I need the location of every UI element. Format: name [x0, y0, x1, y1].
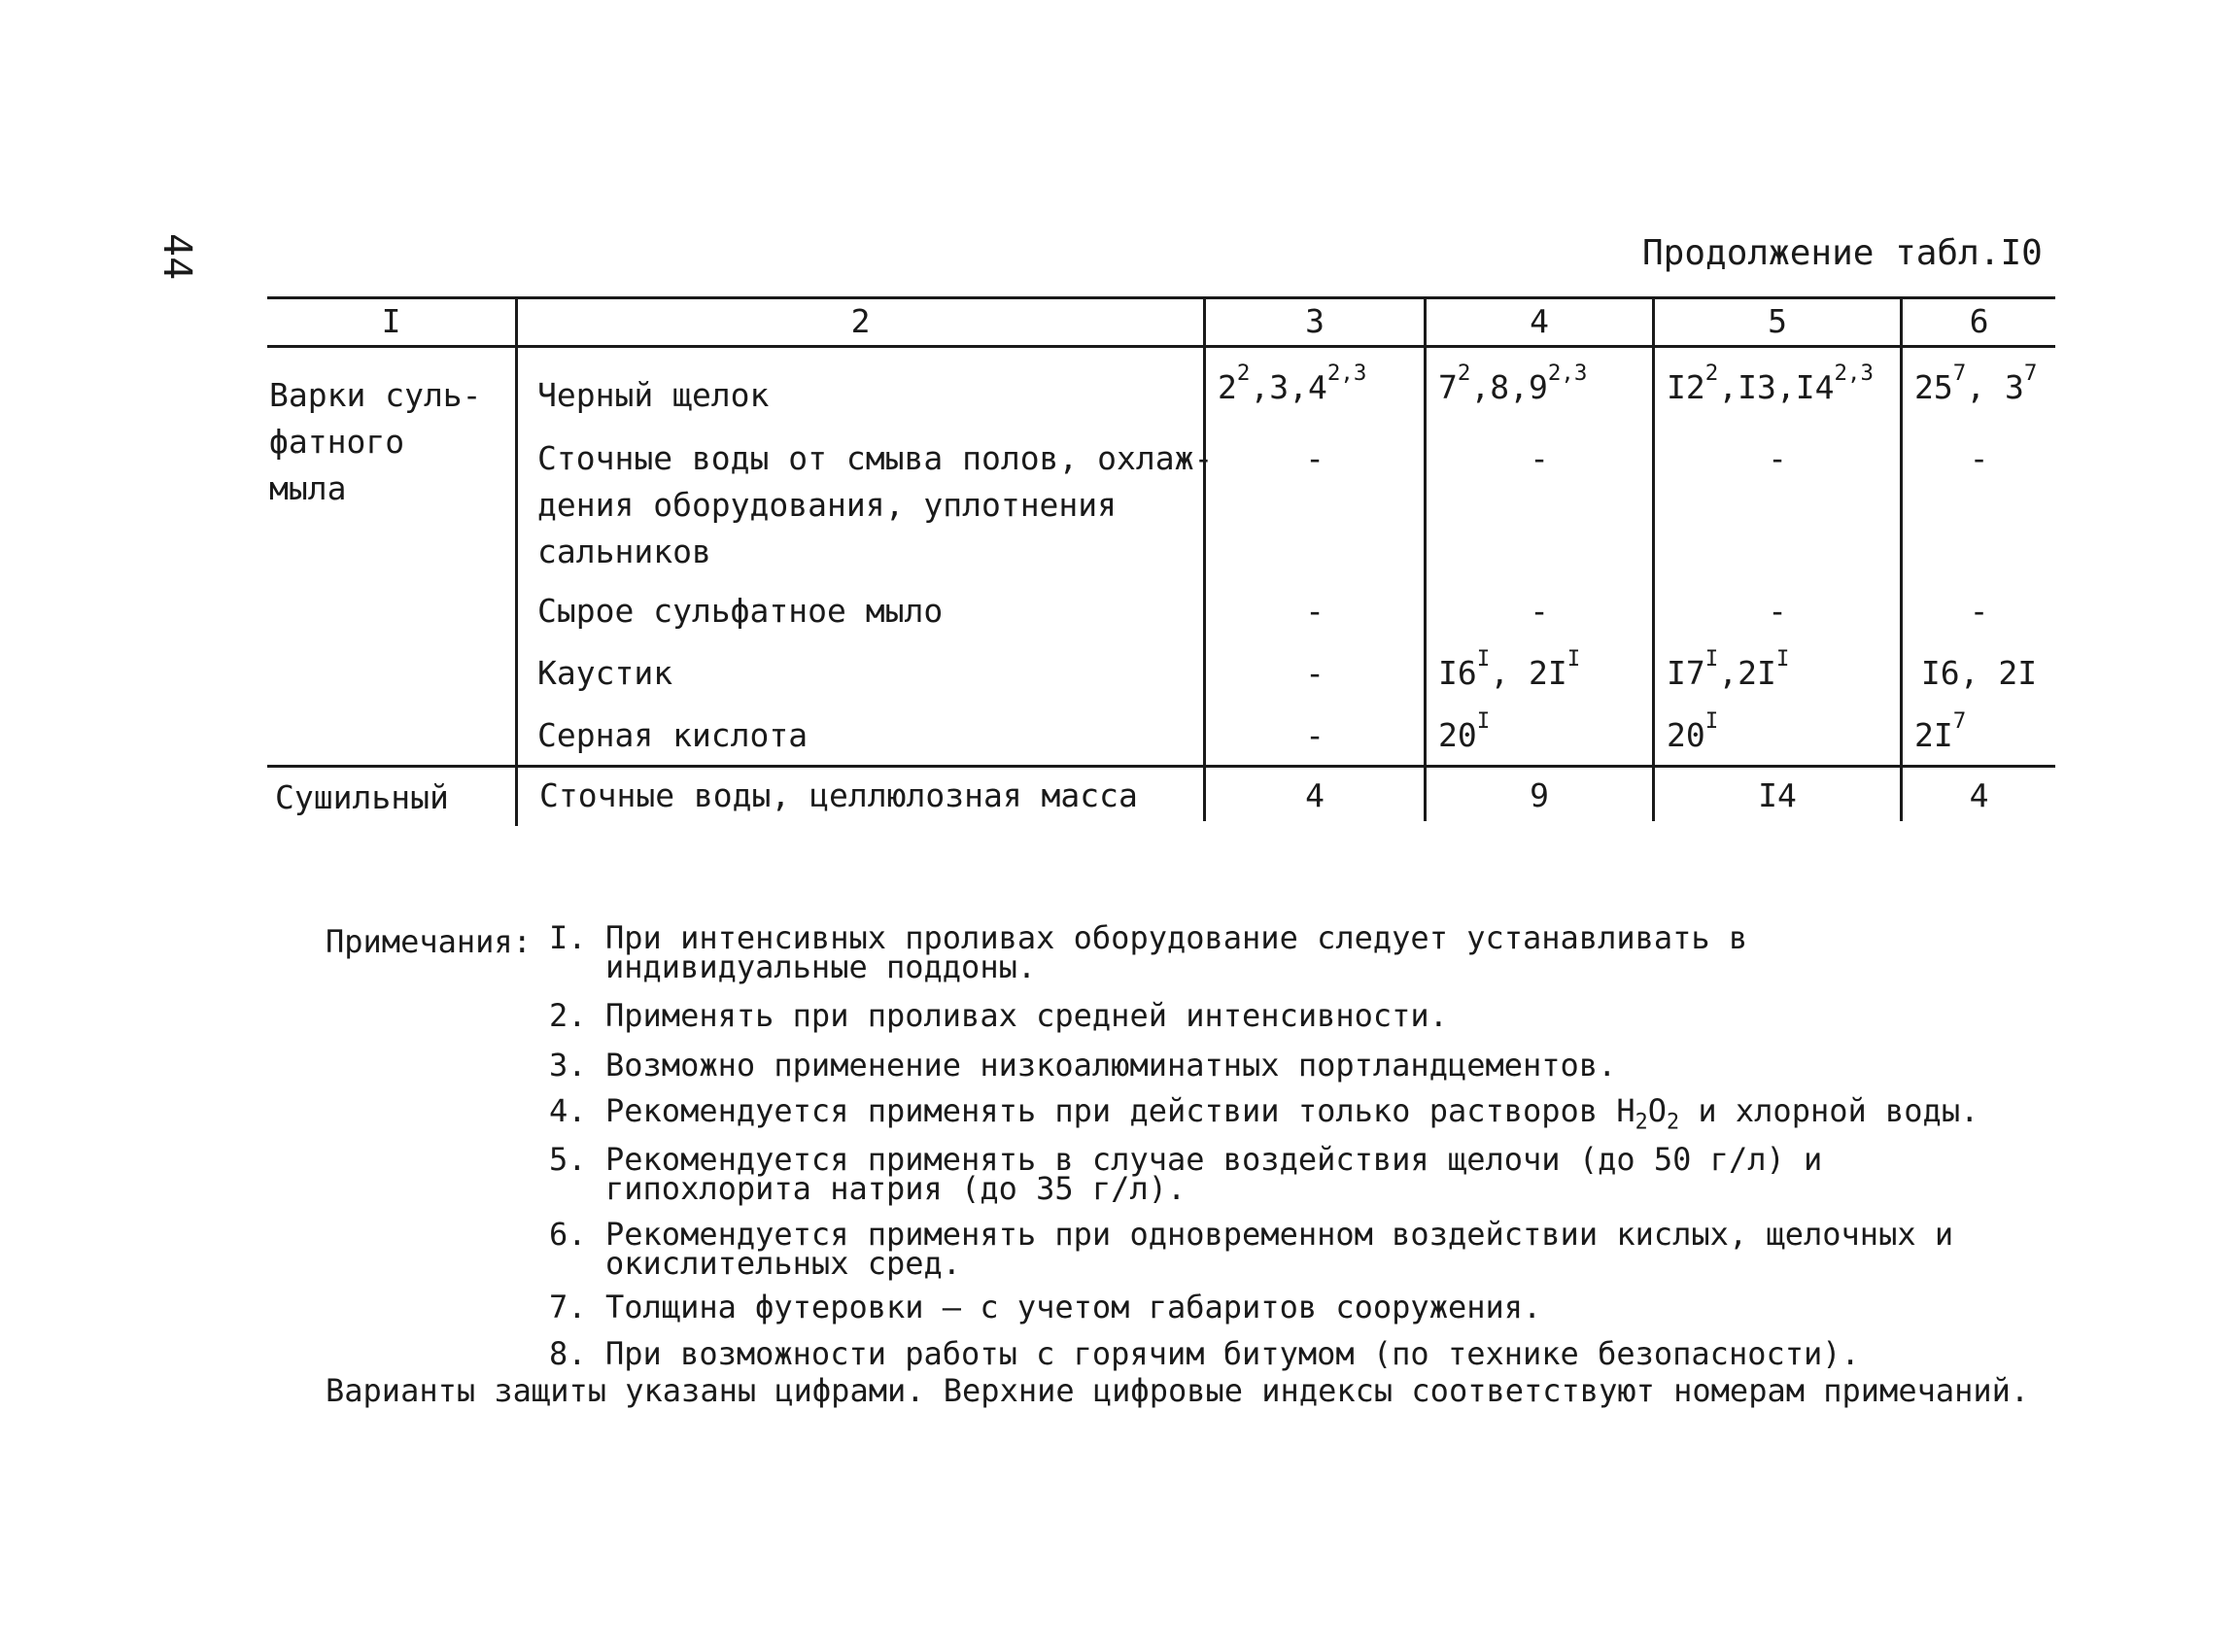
- value-cell: -: [1305, 654, 1325, 692]
- note-number: 4.: [549, 1092, 587, 1129]
- value-cell: -: [1768, 592, 1787, 630]
- footer-note: Варианты защиты указаны цифрами. Верхние цифровые индексы соответствуют номерам примечаний.: [326, 1372, 2030, 1409]
- note-text: При интенсивных проливах оборудование следует устанавливать в индивидуальные поддоны.: [605, 919, 1748, 985]
- value-cell: 4: [1305, 776, 1325, 814]
- note-item: [549, 1216, 1987, 1282]
- note-text: Возможно применение низкоалюминатных портландцементов.: [605, 1047, 1617, 1084]
- header-col-2: 2: [850, 302, 871, 340]
- value-cell: -: [1969, 439, 1989, 477]
- medium-cell: Серная кислота: [537, 716, 809, 754]
- medium-cell: Черный щелок: [537, 376, 770, 414]
- value-cell: $I7^I,2I^I$: [1667, 645, 1790, 692]
- value-cell: $I6^I$, $2I^I$: [1438, 645, 1581, 692]
- header-col-1: I: [381, 302, 401, 340]
- medium-cell: Сточные воды от смыва полов, охлаж- дения оборудования, уплотнения сальников: [537, 439, 1214, 570]
- value-cell: I4: [1758, 776, 1797, 814]
- value-cell: $2^2,3,4^{2,3}$: [1218, 360, 1367, 406]
- value-cell: -: [1305, 592, 1325, 630]
- value-cell: $25^7$, $3^7$: [1914, 360, 2038, 406]
- value-cell: 9: [1530, 776, 1549, 814]
- notes-heading: Примечания:: [326, 923, 532, 960]
- value-cell: -: [1969, 592, 1989, 630]
- header-col-5: 5: [1768, 302, 1787, 340]
- note-item: [549, 1092, 1987, 1135]
- col-divider-1: [515, 296, 518, 826]
- note-number: 5.: [549, 1141, 587, 1178]
- continuation-title: Продолжение табл.I0: [1642, 233, 2043, 273]
- note-item: [549, 1141, 1987, 1207]
- value-cell: -: [1305, 439, 1325, 477]
- value-cell: I6, 2I: [1920, 654, 2038, 692]
- note-number: 8.: [549, 1335, 587, 1372]
- value-cell: -: [1768, 439, 1787, 477]
- header-col-3: 3: [1305, 302, 1325, 340]
- value-cell: -: [1305, 716, 1325, 754]
- note-item: [549, 919, 1987, 985]
- value-cell: -: [1530, 592, 1549, 630]
- category-cell: Сушильный: [275, 778, 449, 816]
- medium-cell: Сырое сульфатное мыло: [537, 592, 944, 630]
- value-cell: $2I^7$: [1914, 707, 1967, 754]
- header-col-6: 6: [1969, 302, 1989, 340]
- note-number: 2.: [549, 997, 587, 1034]
- note-item: [549, 1335, 1987, 1372]
- note-number: I.: [549, 919, 587, 956]
- note-text: При возможности работы с горячим битумом (по технике безопасности).: [605, 1335, 1860, 1372]
- protection-table: [267, 296, 2055, 841]
- value-cell: $7^2,8,9^{2,3}$: [1438, 360, 1588, 406]
- note-item: [549, 997, 1987, 1034]
- note-text: Толщина футеровки – с учетом габаритов сооружения.: [605, 1289, 1542, 1325]
- header-bottom-rule: [267, 345, 2055, 348]
- value-cell: $20^I$: [1438, 707, 1491, 754]
- note-text: Применять при проливах средней интенсивности.: [605, 997, 1448, 1034]
- value-cell: -: [1530, 439, 1549, 477]
- note-item: [549, 1047, 1987, 1084]
- note-text: Рекомендуется применять при действии только растворов $H_2O_2$ и хлорной воды.: [605, 1092, 1979, 1135]
- header-col-4: 4: [1530, 302, 1549, 340]
- note-number: 6.: [549, 1216, 587, 1253]
- value-cell: 4: [1969, 776, 1989, 814]
- page-number: 44: [155, 233, 199, 281]
- category-cell: Варки суль- фатного мыла: [269, 376, 482, 507]
- note-text: Рекомендуется применять в случае воздействия щелочи (до 50 г/л) и гипохлорита натрия (до 35 г/л).: [605, 1141, 1823, 1207]
- medium-cell: Сточные воды, целлюлозная масса: [539, 776, 1138, 814]
- value-cell: $I2^2,I3,I4^{2,3}$: [1667, 360, 1875, 406]
- medium-cell: Каустик: [537, 654, 673, 692]
- note-number: 3.: [549, 1047, 587, 1084]
- group-separator-rule: [267, 765, 2055, 768]
- note-number: 7.: [549, 1289, 587, 1325]
- value-cell: $20^I$: [1667, 707, 1719, 754]
- note-item: [549, 1289, 1987, 1325]
- note-text: Рекомендуется применять при одновременном воздействии кислых, щелочных и окислительных сред.: [605, 1216, 1954, 1282]
